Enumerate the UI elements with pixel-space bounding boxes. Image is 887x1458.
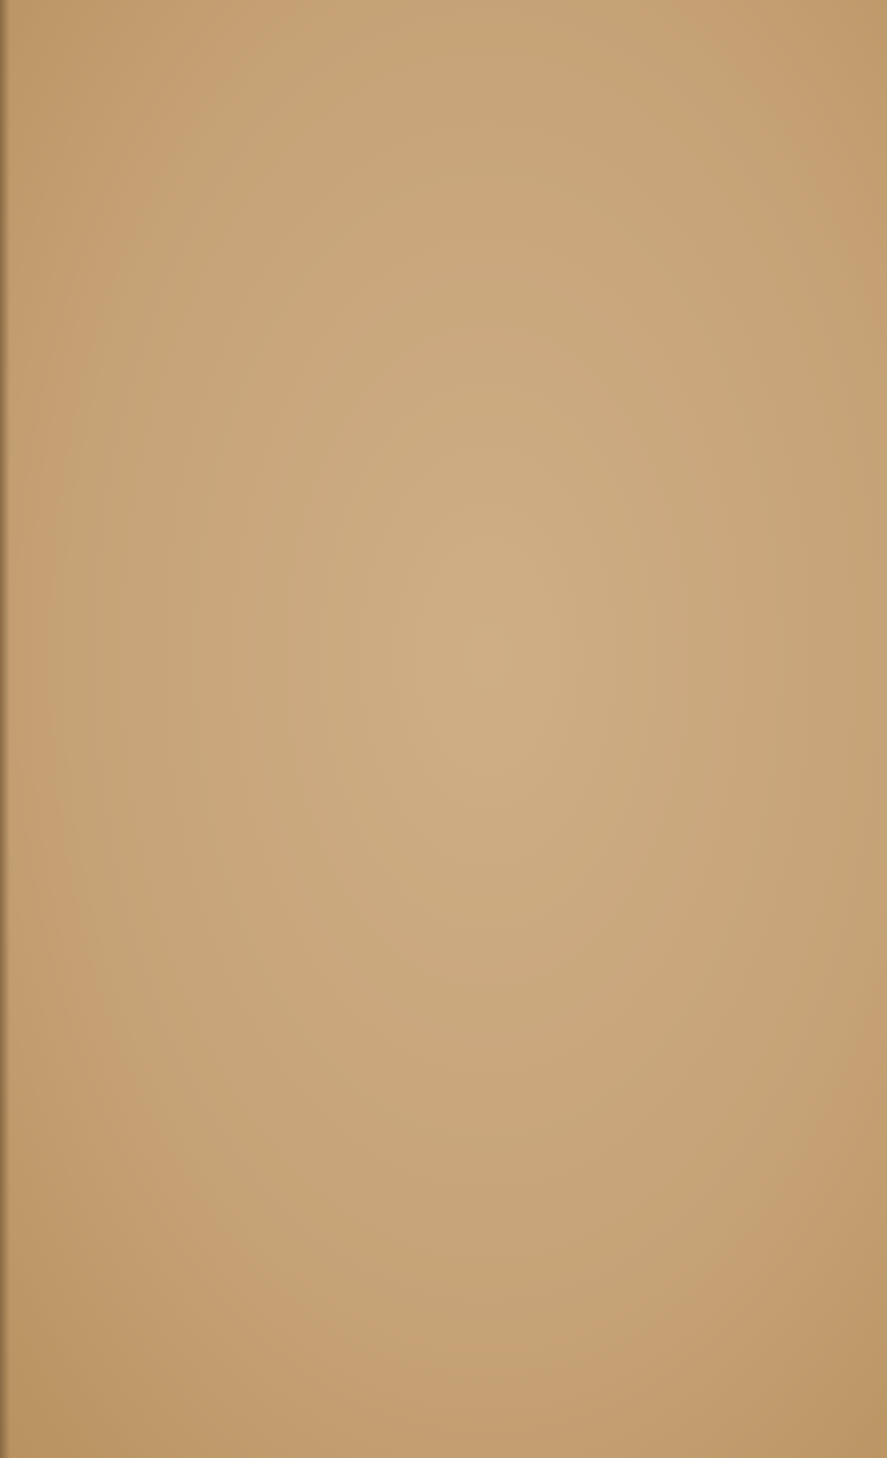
page-edge-shadow [0, 0, 10, 1458]
